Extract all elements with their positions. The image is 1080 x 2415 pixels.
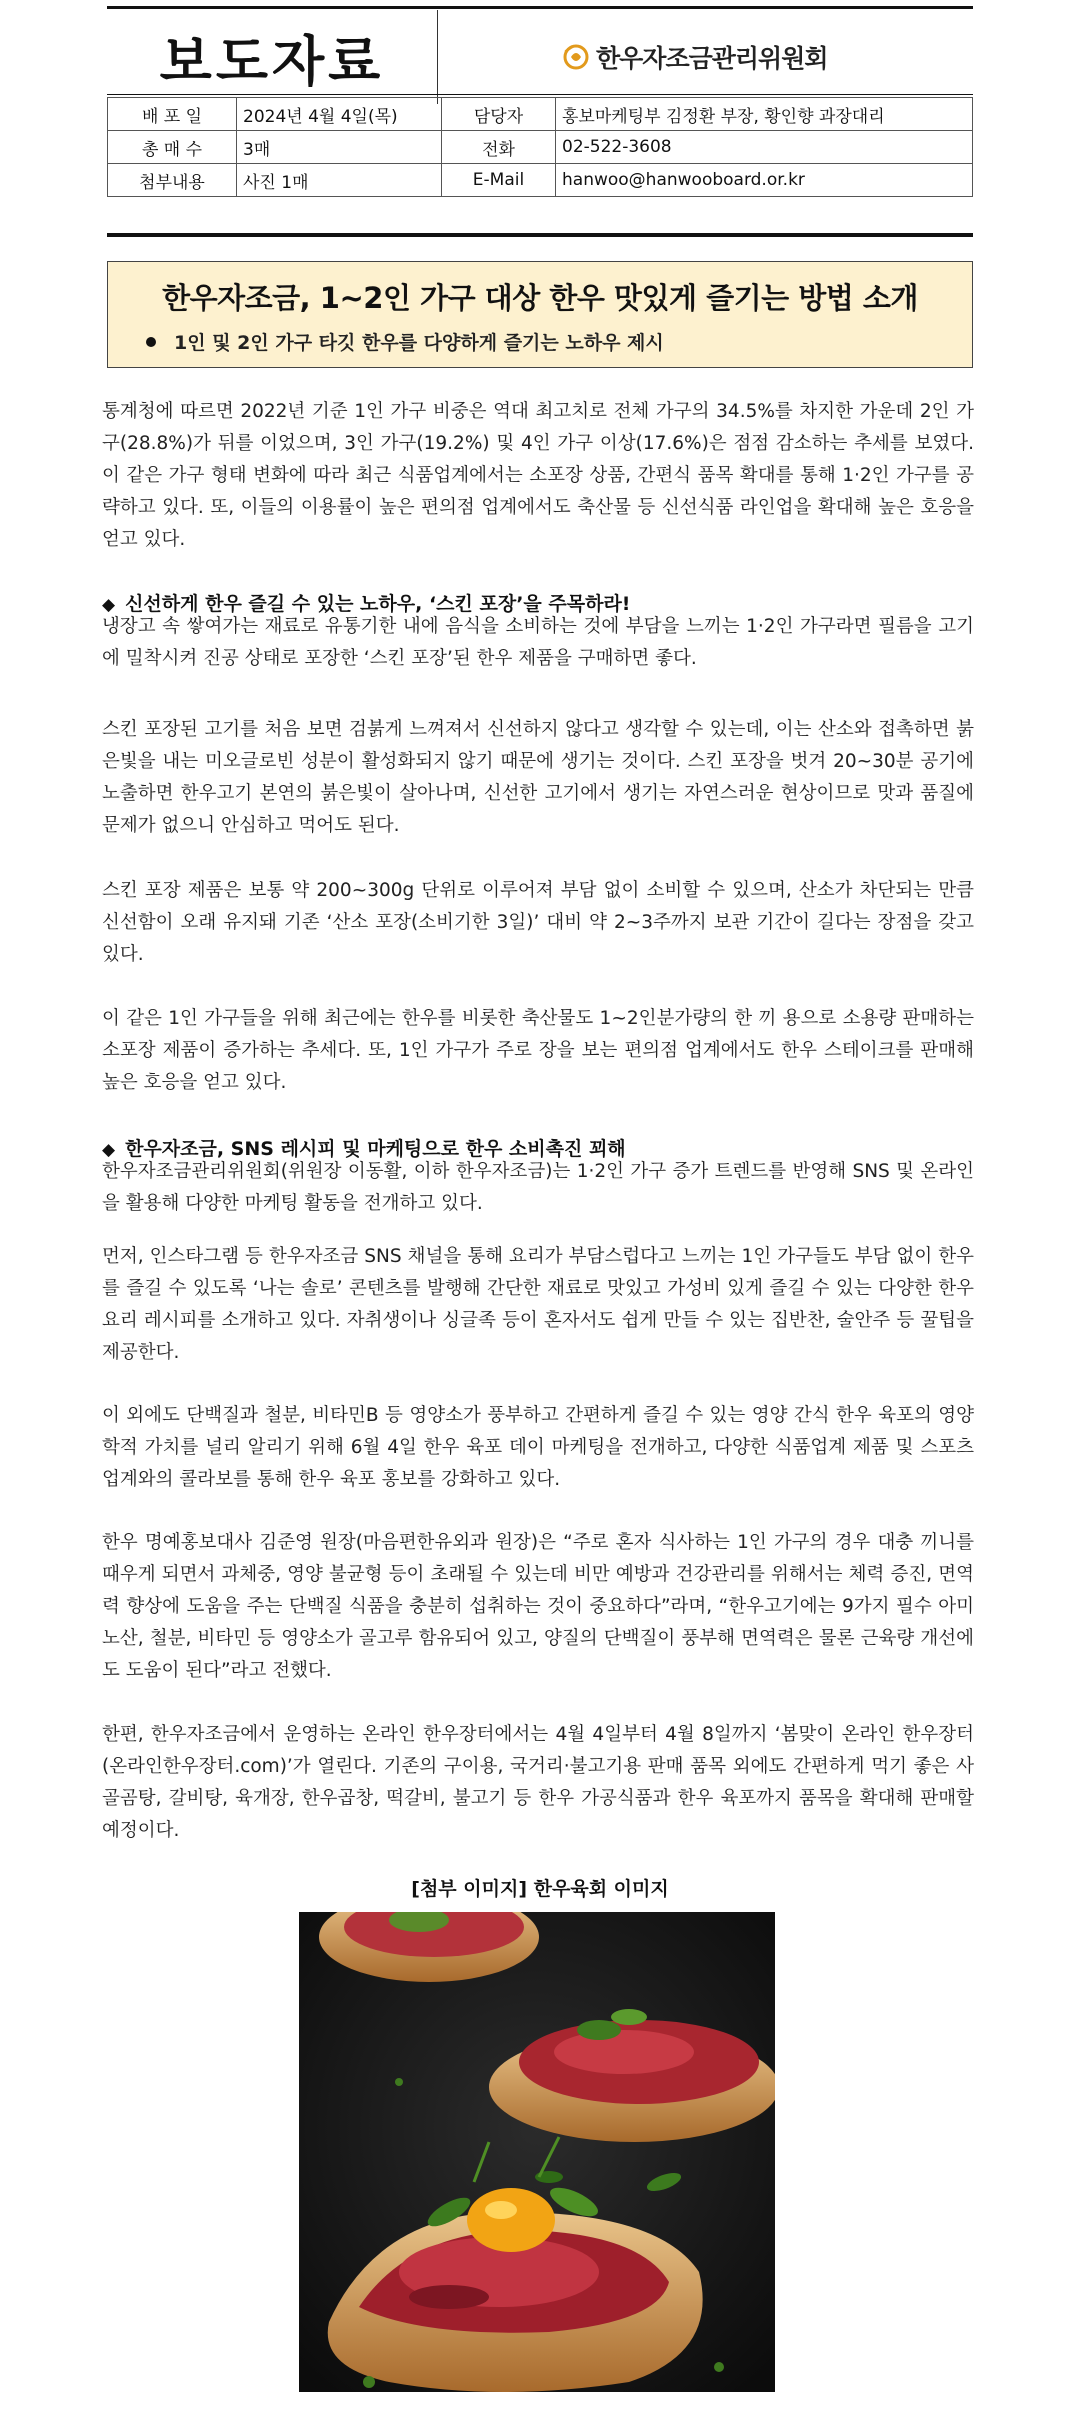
paragraph-3 xyxy=(102,714,974,842)
table-row xyxy=(108,131,973,164)
logo-text: 한우자조금관리위원회 xyxy=(596,44,828,73)
paragraph-text: 한편, 한우자조금에서 운영하는 온라인 한우장터에서는 4월 4일부터 4월 8일까지 ‘봄맞이 온라인 한우장터(온라인한우장터.com)’가 열린다. 기존의 구이용, 국거리·불고기용 판매 품목 외에도 간편하게 먹기 좋은 사골곰탕, 갈비탕, 육개장, 한우곱창, 떡갈비, 불고기 등 한우 가공식품과 한우 육포까지 품목을 확대해 판매할 예정이다. xyxy=(102,1724,974,1841)
diamond-icon: ◆ xyxy=(102,1140,116,1160)
paragraph-8 xyxy=(102,1400,974,1496)
paragraph-text: 냉장고 속 쌓여가는 재료로 유통기한 내에 음식을 소비하는 것에 부담을 느끼는 1·2인 가구라면 필름을 고기에 밀착시켜 진공 상태로 포장한 ‘스킨 포장’된 한우 제품을 구매하면 좋다. xyxy=(102,616,974,669)
info-label: 담당자 xyxy=(442,98,556,131)
paragraph-text: 먼저, 인스타그램 등 한우자조금 SNS 채널을 통해 요리가 부담스럽다고 느끼는 1인 가구들도 부담 없이 한우를 즐길 수 있도록 ‘나는 솔로’ 콘텐츠를 발행해 간단한 재료로 맛있고 가성비 있게 즐길 수 있는 다양한 한우요리 레시피를 소개하고 있다. 자취생이나 싱글족 등이 혼자서도 쉽게 만들 수 있는 집반찬, 술안주 등 꿀팁을 제공한다. xyxy=(102,1246,974,1363)
info-value: 02-522-3608 xyxy=(556,131,973,164)
header-divider xyxy=(437,10,438,104)
info-label: 첨부내용 xyxy=(108,164,237,197)
info-value: 홍보마케팅부 김정환 부장, 황인향 과장대리 xyxy=(556,98,973,131)
hanwoo-yukhoe-photo xyxy=(299,1912,775,2392)
email-link[interactable]: hanwoo@hanwooboard.or.kr xyxy=(556,164,973,197)
paragraph-text: 이 외에도 단백질과 철분, 비타민B 등 영양소가 풍부하고 간편하게 즐길 수 있는 영양 간식 한우 육포의 영양학적 가치를 널리 알리기 위해 6월 4일 한우 육포 데이 마케팅을 전개하고, 다양한 식품업계 제품 및 스포츠 업계와의 콜라보를 통해 한우 육포 홍보를 강화하고 있다. xyxy=(102,1405,974,1490)
table-row xyxy=(108,164,973,197)
headline-box xyxy=(107,261,973,368)
subtitle-text: 1인 및 2인 가구 타깃 한우를 다양하게 즐기는 노하우 제시 xyxy=(174,332,664,354)
paragraph-2 xyxy=(102,611,974,675)
section-heading-text: 신선하게 한우 즐길 수 있는 노하우, ‘스킨 포장’을 주목하라! xyxy=(125,593,631,615)
info-table xyxy=(107,97,973,197)
headline-title: 한우자조금, 1~2인 가구 대상 한우 맛있게 즐기는 방법 소개 xyxy=(162,281,918,315)
top-rule xyxy=(107,6,973,9)
info-value: 사진 1매 xyxy=(237,164,442,197)
bullet-icon xyxy=(146,337,156,347)
attachment-caption: [첨부 이미지] 한우육회 이미지 xyxy=(411,1878,669,1900)
paragraph-6 xyxy=(102,1156,974,1220)
header-bottom-rule xyxy=(107,94,973,95)
info-value: 3매 xyxy=(237,131,442,164)
headline-subtitle xyxy=(146,328,664,355)
info-value: 2024년 4월 4일(목) xyxy=(237,98,442,131)
paragraph-7 xyxy=(102,1241,974,1369)
info-label: E-Mail xyxy=(442,164,556,197)
paragraph-text: 한우자조금관리위원회(위원장 이동활, 이하 한우자조금)는 1·2인 가구 증가 트렌드를 반영해 SNS 및 온라인을 활용해 다양한 마케팅 활동을 전개하고 있다. xyxy=(102,1161,974,1214)
table-row xyxy=(108,98,973,131)
paragraph-1 xyxy=(102,396,974,556)
paragraph-4 xyxy=(102,875,974,971)
info-label: 배 포 일 xyxy=(108,98,237,131)
hanwoo-logo-icon xyxy=(562,43,590,71)
paragraph-9 xyxy=(102,1527,974,1687)
press-release-title: 보도자료 xyxy=(159,29,385,93)
paragraph-text: 스킨 포장된 고기를 처음 보면 검붉게 느껴져서 신선하지 않다고 생각할 수 있는데, 이는 산소와 접촉하면 붉은빛을 내는 미오글로빈 성분이 활성화되지 않기 때문에 생기는 것이다. 스킨 포장을 벗겨 20~30분 공기에 노출하면 한우고기 본연의 붉은빛이 살아나며, 신선한 고기에서 생기는 자연스러운 현상이므로 맛과 품질에 문제가 없으니 안심하고 먹어도 된다. xyxy=(102,719,974,836)
diamond-icon: ◆ xyxy=(102,595,116,615)
info-label: 총 매 수 xyxy=(108,131,237,164)
paragraph-10 xyxy=(102,1719,974,1847)
paragraph-text: 한우 명예홍보대사 김준영 원장(마음편한유외과 원장)은 “주로 혼자 식사하는 1인 가구의 경우 대충 끼니를 때우게 되면서 과체중, 영양 불균형 등이 초래될 수 있는데 비만 예방과 건강관리를 위해서는 체력 증진, 면역력 향상에 도움을 주는 단백질 식품을 충분히 섭취하는 것이 중요하다”라며, “한우고기에는 9가지 필수 아미노산, 철분, 비타민 등 영양소가 골고루 함유되어 있고, 양질의 단백질이 풍부해 면역력은 물론 근육량 개선에도 도움이 된다”라고 전했다. xyxy=(102,1532,974,1681)
info-label: 전화 xyxy=(442,131,556,164)
paragraph-text: 통계청에 따르면 2022년 기준 1인 가구 비중은 역대 최고치로 전체 가구의 34.5%를 차지한 가운데 2인 가구(28.8%)가 뒤를 이었으며, 3인 가구(19.2%) 및 4인 가구 이상(17.6%)은 점점 감소하는 추세를 보였다. 이 같은 가구 형태 변화에 따라 최근 식품업계에서는 소포장 상품, 간편식 품목 확대를 통해 1·2인 가구를 공략하고 있다. 또, 이들의 이용률이 높은 편의점 업계에서도 축산물 등 신선식품 라인업을 확대해 높은 호응을 얻고 있다. xyxy=(102,401,975,550)
section-heading-text: 한우자조금, SNS 레시피 및 마케팅으로 한우 소비촉진 꾀해 xyxy=(125,1138,626,1160)
paragraph-text: 이 같은 1인 가구들을 위해 최근에는 한우를 비롯한 축산물도 1~2인분가량의 한 끼 용으로 소용량 판매하는 소포장 제품이 증가하는 추세다. 또, 1인 가구가 주로 장을 보는 편의점 업계에서도 한우 스테이크를 판매해 높은 호응을 얻고 있다. xyxy=(102,1008,974,1093)
logo xyxy=(562,32,828,82)
paragraph-5 xyxy=(102,1003,974,1099)
header-thick-rule xyxy=(107,233,973,237)
paragraph-text: 스킨 포장 제품은 보통 약 200~300g 단위로 이루어져 부담 없이 소비할 수 있으며, 산소가 차단되는 만큼 신선함이 오래 유지돼 기존 ‘산소 포장(소비기한 3일)’ 대비 약 2~3주까지 보관 기간이 길다는 장점을 갖고 있다. xyxy=(102,880,974,965)
